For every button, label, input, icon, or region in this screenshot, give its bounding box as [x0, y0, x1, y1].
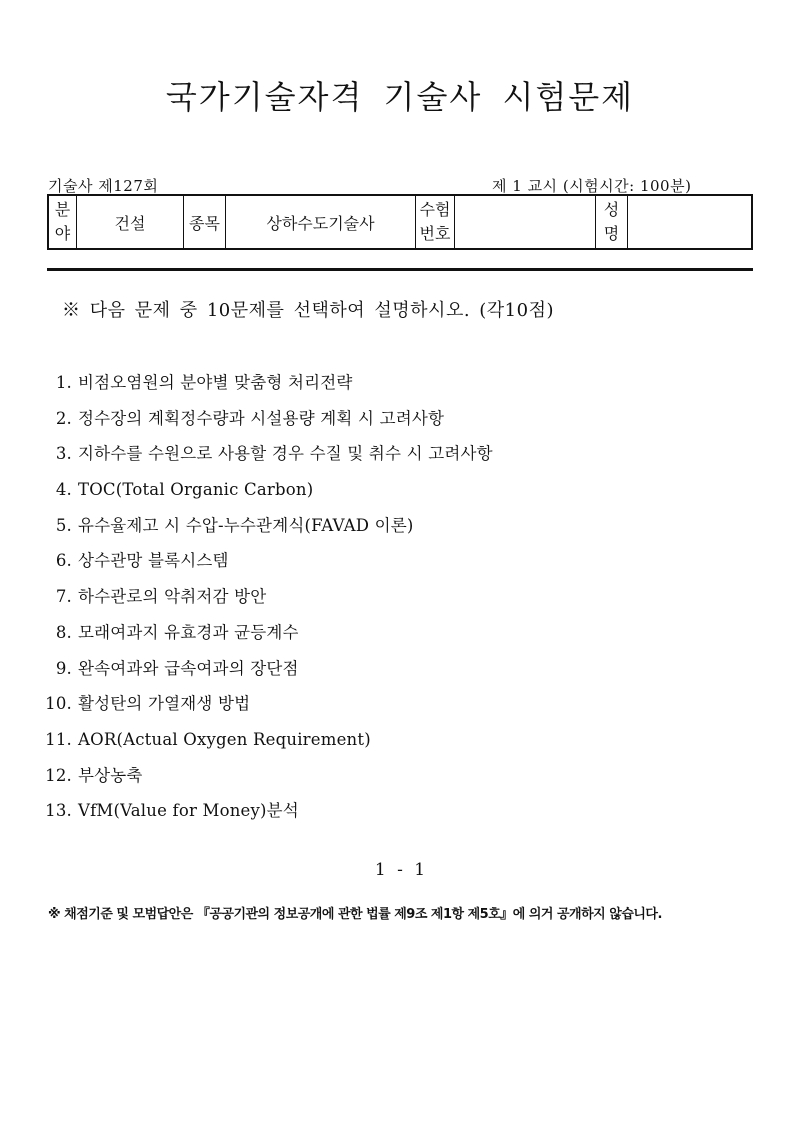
question-item — [40, 365, 493, 401]
field-label-bottom: 야 — [54, 224, 71, 243]
question-number: 7. — [55, 587, 72, 607]
exam-number-label-top: 수험 — [419, 200, 451, 219]
name-label-cell — [596, 195, 628, 249]
category-label: 종목 — [184, 195, 226, 249]
question-item — [40, 615, 493, 651]
question-item — [40, 758, 493, 794]
question-item — [40, 543, 493, 579]
question-text: 활성탄의 가열재생 방법 — [78, 694, 251, 714]
header-divider — [47, 268, 753, 271]
question-text: AOR(Actual Oxygen Requirement) — [78, 729, 371, 749]
disclosure-notice: ※ 채점기준 및 모범답안은 『공공기관의 정보공개에 관한 법률 제9조 제1항 제5호』에 의거 공개하지 않습니다. — [48, 907, 662, 922]
question-text: 비점오염원의 분야별 맞춤형 처리전략 — [78, 373, 353, 392]
question-text: 상수관망 블록시스템 — [78, 551, 229, 571]
question-item — [40, 722, 493, 758]
question-number: 13. — [45, 801, 72, 821]
question-text: 모래여과지 유효경과 균등계수 — [78, 622, 299, 642]
exam-number-label-cell — [416, 195, 455, 249]
question-number: 8. — [55, 622, 72, 642]
question-number: 6. — [55, 551, 72, 571]
question-item — [40, 472, 493, 508]
name-field[interactable] — [628, 195, 753, 249]
page-number: 1 - 1 — [374, 860, 426, 880]
question-item — [40, 508, 493, 544]
question-text: 지하수를 수원으로 사용할 경우 수질 및 취수 시 고려사항 — [78, 444, 493, 464]
document-title: 국가기술자격 기술사 시험문제 — [165, 78, 635, 116]
exam-round: 기술사 제127회 — [48, 177, 159, 195]
question-item — [40, 579, 493, 615]
question-text: 부상농축 — [78, 765, 143, 785]
field-value: 건설 — [77, 195, 184, 249]
question-number: 12. — [45, 765, 72, 785]
field-label-cell — [48, 195, 77, 249]
question-item — [40, 401, 493, 437]
question-item — [40, 436, 493, 472]
question-text: 정수장의 계획정수량과 시설용량 계획 시 고려사항 — [78, 408, 445, 428]
question-item — [40, 793, 493, 829]
question-text: TOC(Total Organic Carbon) — [78, 480, 314, 500]
question-list — [40, 365, 493, 829]
question-text: 하수관로의 악취저감 방안 — [78, 587, 267, 607]
question-number: 1. — [55, 373, 72, 392]
question-text: 완속여과와 급속여과의 장단점 — [78, 658, 299, 678]
question-number: 10. — [45, 694, 72, 714]
question-item — [40, 651, 493, 687]
question-number: 2. — [55, 408, 72, 428]
field-label-top: 분 — [54, 200, 71, 219]
category-value: 상하수도기술사 — [226, 195, 416, 249]
question-number: 9. — [55, 658, 72, 678]
name-label-bottom: 명 — [603, 224, 620, 243]
question-text: VfM(Value for Money)분석 — [78, 801, 299, 821]
question-text: 유수율제고 시 수압-누수관계식(FAVAD 이론) — [78, 515, 414, 535]
question-number: 3. — [55, 444, 72, 464]
name-label-top: 성 — [603, 200, 620, 219]
question-item — [40, 686, 493, 722]
question-number: 5. — [55, 515, 72, 535]
instruction-text: ※ 다음 문제 중 10문제를 선택하여 설명하시오. (각10점) — [62, 300, 554, 321]
exam-info-table — [47, 194, 753, 250]
exam-number-field[interactable] — [455, 195, 596, 249]
session-info: 제 1 교시 (시험시간: 100분) — [492, 177, 692, 195]
question-number: 11. — [45, 729, 72, 749]
exam-number-label-bottom: 번호 — [419, 224, 451, 243]
question-number: 4. — [55, 480, 72, 500]
